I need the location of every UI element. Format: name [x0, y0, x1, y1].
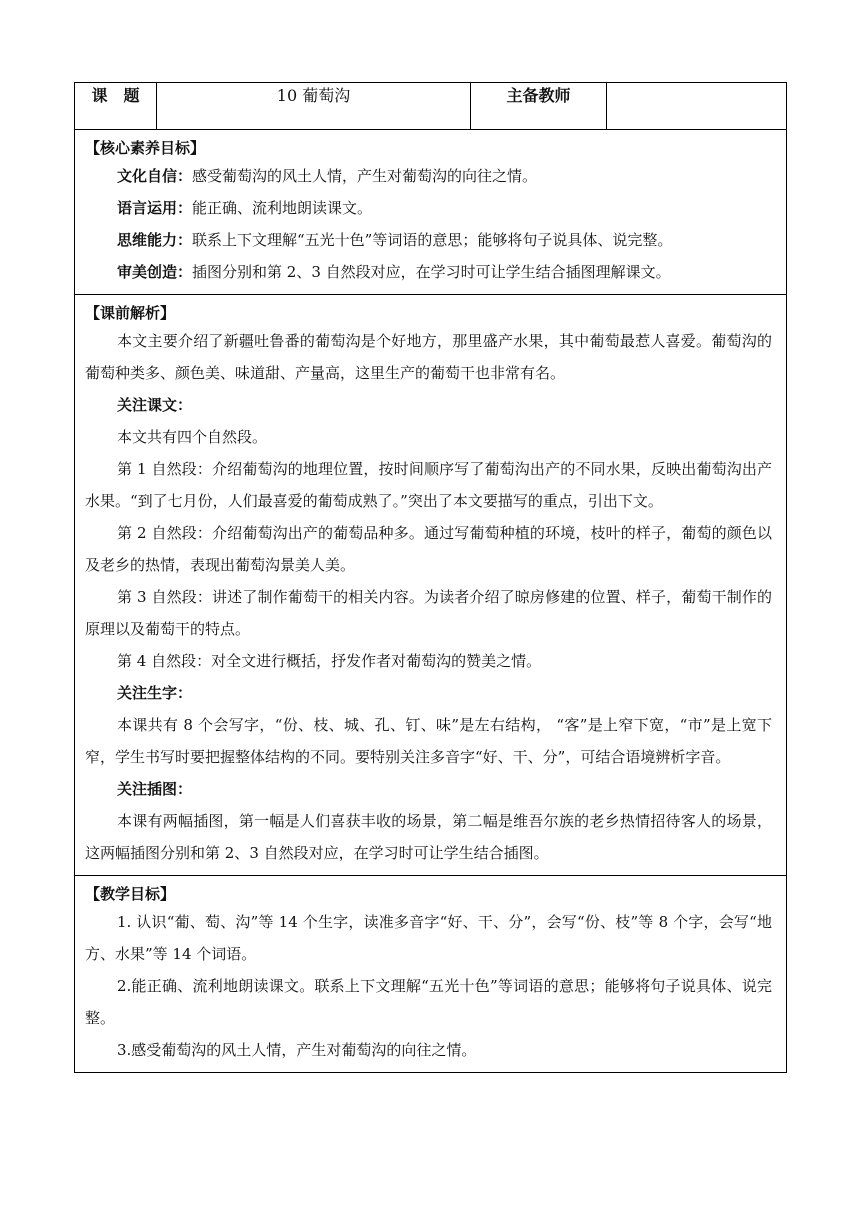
core-goals-row: [75, 130, 787, 295]
goal-item: [85, 256, 772, 288]
objective-item: 1. 认识“葡、萄、沟”等 14 个生字，读准多音字“好、干、分”，会写“份、枝”等 8 个字，会写“地方、水果”等 14 个词语。: [85, 913, 772, 963]
images-text: 本课有两幅插图，第一幅是人们喜获丰收的场景，第二幅是维吾尔族的老乡热情招待客人的场景，这两幅插图分别和第 2、3 自然段对应，在学习时可让学生结合插图。: [85, 812, 772, 862]
analysis-row: [75, 295, 787, 876]
core-goals-section: [75, 130, 787, 295]
objectives-section: [75, 876, 787, 1073]
goal-text: 联系上下文理解“五光十色”等词语的意思；能够将句子说具体、说完整。: [192, 231, 673, 249]
lesson-plan-table: [74, 82, 787, 1073]
analysis-title: 【课前解析】: [85, 304, 176, 322]
goal-label: 思维能力：: [117, 231, 193, 249]
lesson-plan-document: [74, 82, 786, 1073]
chars-text: 本课共有 8 个会写字，“份、枝、城、孔、钉、味”是左右结构， “客”是上窄下宽，“市”是上宽下窄，学生书写时要把握整体结构的不同。要特别关注多音字“好、干、分”，可结合语境辨析字音。: [85, 716, 772, 766]
topic-label: 课 题: [75, 83, 157, 130]
teacher-value: [607, 83, 787, 130]
paragraph-note-3: 第 3 自然段：讲述了制作葡萄干的相关内容。为读者介绍了晾房修建的位置、样子，葡萄干制作的原理以及葡萄干的特点。: [85, 588, 772, 638]
paragraph-note-4: 第 4 自然段：对全文进行概括，抒发作者对葡萄沟的赞美之情。: [117, 652, 542, 670]
paragraph-note-2: 第 2 自然段：介绍葡萄沟出产的葡萄品种多。通过写葡萄种植的环境，枝叶的样子，葡萄的颜色以及老乡的热情，表现出葡萄沟景美人美。: [85, 524, 772, 574]
analysis-intro: 本文主要介绍了新疆吐鲁番的葡萄沟是个好地方，那里盛产水果，其中葡萄最惹人喜爱。葡萄沟的葡萄种类多、颜色美、味道甜、产量高，这里生产的葡萄干也非常有名。: [85, 332, 772, 382]
objectives-row: [75, 876, 787, 1073]
goal-item: [85, 192, 772, 224]
goal-text: 能正确、流利地朗读课文。: [192, 199, 373, 217]
text-heading: 关注课文：: [117, 396, 193, 414]
header-row: [75, 83, 787, 130]
goal-text: 插图分别和第 2、3 自然段对应，在学习时可让学生结合插图理解课文。: [192, 263, 671, 281]
core-goals-title: 【核心素养目标】: [85, 139, 206, 157]
analysis-section: [75, 295, 787, 876]
objective-item: 2.能正确、流利地朗读课文。联系上下文理解“五光十色”等词语的意思；能够将句子说具体、说完整。: [85, 977, 772, 1027]
objectives-title: 【教学目标】: [85, 885, 176, 903]
images-heading: 关注插图：: [117, 780, 193, 798]
objective-item: 3.感受葡萄沟的风土人情，产生对葡萄沟的向往之情。: [117, 1041, 477, 1059]
goal-item: [85, 224, 772, 256]
teacher-label: 主备教师: [471, 83, 607, 130]
goal-label: 语言运用：: [117, 199, 193, 217]
goal-label: 审美创造：: [117, 263, 193, 281]
paragraph-note-1: 第 1 自然段：介绍葡萄沟的地理位置，按时间顺序写了葡萄沟出产的不同水果，反映出葡萄沟出产水果。“到了七月份，人们最喜爱的葡萄成熟了。”突出了本文要描写的重点，引出下文。: [85, 460, 772, 510]
goal-label: 文化自信：: [117, 167, 193, 185]
chars-heading: 关注生字：: [117, 684, 193, 702]
text-summary: 本文共有四个自然段。: [117, 428, 268, 446]
topic-value: 10 葡萄沟: [157, 83, 471, 130]
goal-text: 感受葡萄沟的风土人情，产生对葡萄沟的向往之情。: [192, 167, 538, 185]
goal-item: [85, 160, 772, 192]
